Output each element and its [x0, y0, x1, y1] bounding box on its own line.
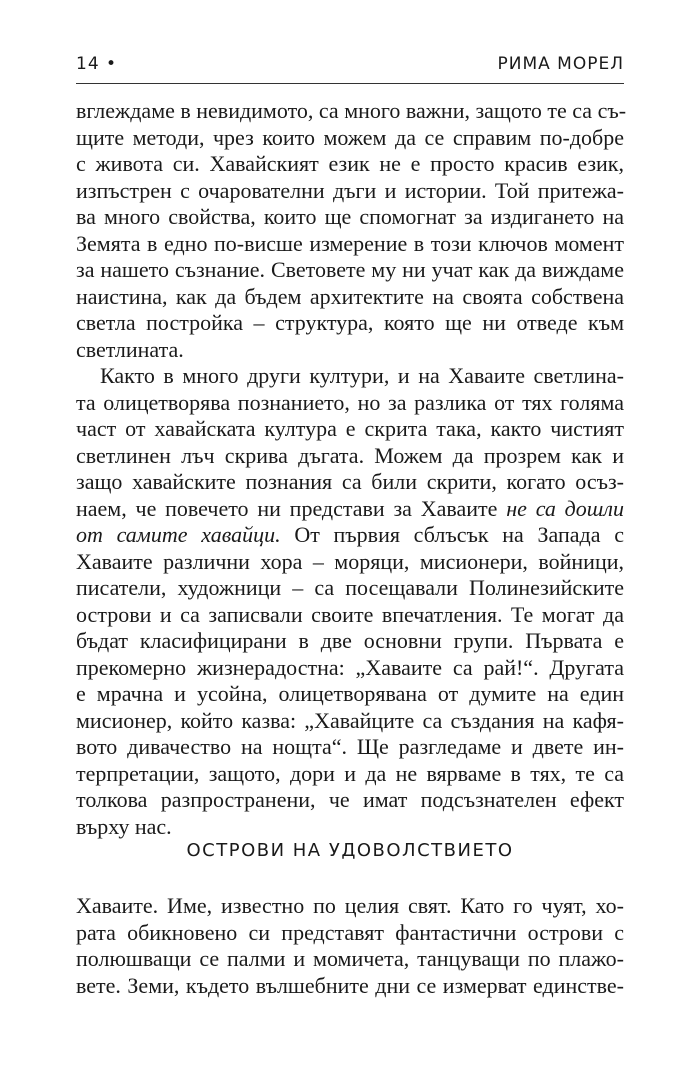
running-head-author: РИМА МОРЕЛ: [497, 54, 624, 74]
text-line: бъдат класифицирани в две основни групи. Първата е: [76, 628, 624, 653]
text-line: полюшващи се палми и момичета, танцуващи по плажо-: [76, 946, 624, 971]
section-title: ОСТРОВИ НА УДОВОЛСТВИЕТО: [186, 840, 514, 861]
text-line: част от хавайската култура е скрита така, както чистият: [76, 416, 624, 441]
text-line: светлината.: [76, 336, 184, 362]
text-line-mixed: [76, 522, 624, 549]
text-line: светлинен лъч скрива дъгата. Можем да прозрем как и: [76, 442, 624, 468]
header-rule: [76, 83, 624, 84]
text-line-mixed: [76, 496, 624, 523]
text-line: наистина, как да бъдем архитектите на своята собствена: [76, 283, 624, 309]
text-line: толкова разпространени, че имат подсъзнателен ефект: [76, 787, 624, 812]
text-line: изпъстрен с очарователни дъги и истории. Той притежа-: [76, 177, 624, 203]
text-line: вете. Земи, където вълшебните дни се измерват единстве-: [76, 972, 624, 998]
text-line: мисионер, който казва: „Хавайците са създания на кафя-: [76, 707, 624, 733]
text-line: Хаваите различни хора – моряци, мисионери, войници,: [76, 548, 624, 574]
text-line: светла постройка – структура, която ще ни отведе към: [76, 310, 624, 335]
paragraph-3: [76, 893, 624, 999]
text-line: рата обикновено си представят фантастични острови с: [76, 919, 624, 945]
text-line: с живота си. Хавайският език не е просто красив език,: [76, 151, 624, 176]
text-line: терпретации, защото, дори и да не вярваме в тях, те са: [76, 760, 624, 786]
text-line: за нашето съзнание. Световете му ни учат как да виждаме: [76, 257, 624, 282]
text-line: защо хавайските познания са били скрити, когато осъз-: [76, 469, 624, 494]
text-line: върху нас.: [76, 813, 172, 839]
page-header: [76, 54, 624, 80]
paragraph-1: [76, 98, 627, 840]
text-line: та олицетворява познанието, но за разлика от тях голяма: [76, 389, 624, 415]
text-line: писатели, художници – са посещавали Полинезийските: [76, 575, 624, 600]
text-line: вглеждаме в невидимото, са много важни, защото те са съ-: [76, 98, 627, 123]
text-line: ва много свойства, които ще спомогнат за издигането на: [76, 204, 624, 229]
text-line: Както в много други култури, и на Хаваите светлина-: [100, 363, 624, 388]
text-run: наем, че повечето ни представи за Хаваите: [76, 495, 507, 521]
text-line: Хаваите. Име, известно по целия свят. Като го чуят, хо-: [76, 893, 624, 918]
text-line: щите методи, чрез които можем да се справим по-добре: [76, 124, 624, 150]
text-line: острови и са записвали своите впечатления. Те могат да: [76, 601, 624, 627]
text-line: вото дивачество на нощта“. Ще разгледаме и двете ин-: [76, 734, 624, 759]
text-line: прекомерно жизнерадостна: „Хаваите са рай!“. Другата: [76, 654, 624, 680]
page-number: 14 •: [76, 54, 118, 74]
text-run: От първия сблъсък на Запада с: [280, 522, 624, 547]
italic-run: не са дошли: [506, 495, 625, 521]
text-line: е мрачна и усойна, олицетворявана от думите на един: [76, 681, 624, 706]
text-line: Земята в едно по-висше измерение в този ключов момент: [76, 230, 624, 256]
italic-run: от самите хавайци.: [76, 522, 281, 547]
